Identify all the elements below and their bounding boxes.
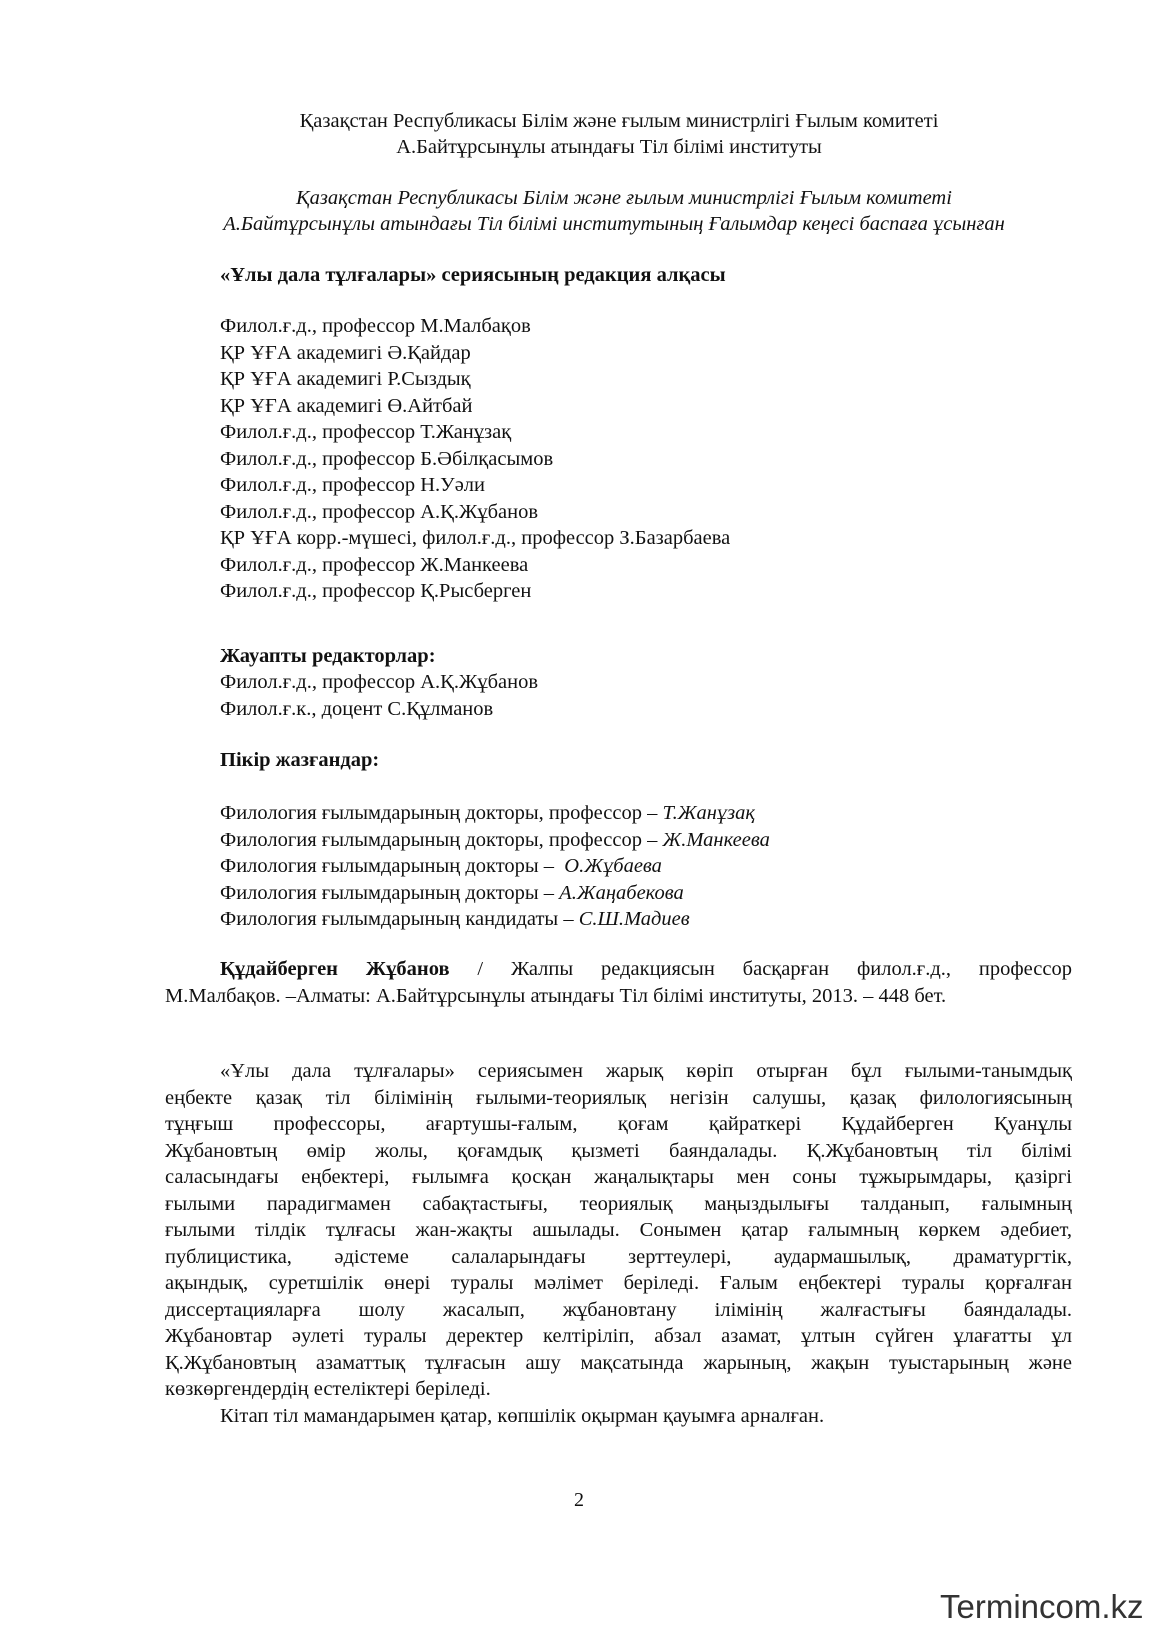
reviewer-item <box>220 906 1100 933</box>
citation-rest: / Жалпы редакциясын басқарған филол.ғ.д., профессор <box>449 958 1072 980</box>
board-member: ҚР ҰҒА академигі Ә.Қайдар <box>220 341 471 364</box>
recommendation-line-1: Қазақстан Республикасы Білім және ғылым министрлігі Ғылым комитеті <box>296 187 952 209</box>
board-member: Филол.ғ.д., профессор А.Қ.Жұбанов <box>220 500 539 523</box>
reviewer-item <box>220 827 1100 854</box>
annotation-line: ақындық, суретшілік өнері туралы мәлімет беріледі. Ғалым еңбектері туралы қорғалған <box>165 1272 1072 1294</box>
board-member: Филол.ғ.д., профессор М.Малбақов <box>220 315 531 337</box>
institute-line: А.Байтұрсынұлы атындағы Тіл білімі институты <box>396 136 822 158</box>
annotation-line: ғылыми парадигмамен сабақтастығы, теориялық маңыздылығы талданып, ғалымның <box>165 1192 1072 1215</box>
annotation-line: публицистика, әдістеме салаларындағы зерттеулері, аудармашылық, драматургтік, <box>165 1245 1072 1268</box>
recommendation-line-2: А.Байтұрсынұлы атындағы Тіл білімі институтының Ғалымдар кеңесі баспаға ұсынған <box>223 213 1005 235</box>
page-number: 2 <box>574 1489 584 1511</box>
editors-list <box>220 669 1100 722</box>
board-member: Филол.ғ.д., профессор Т.Жанұзақ <box>220 421 512 443</box>
annotation-closing: Кітап тіл мамандарымен қатар, көпшілік оқырман қауымға арналған. <box>220 1404 825 1427</box>
citation-line-1 <box>165 956 1072 983</box>
watermark-text: Termincom.kz <box>940 1588 1144 1625</box>
annotation-line: Жұбановтар әулеті туралы деректер келтіріліп, абзал азамат, ұлтын сүйген ұлағатты ұл <box>165 1325 1072 1347</box>
citation-line-2: М.Малбақов. –Алматы: А.Байтұрсынұлы атындағы Тіл білімі институты, 2013. – 448 бет. <box>165 984 947 1007</box>
reviewer-name: А.Жаңабекова <box>559 881 684 904</box>
annotation-line: «Ұлы дала тұлғалары» сериясымен жарық көріп отырған бұл ғылыми-танымдық <box>220 1060 1072 1082</box>
ministry-line: Қазақстан Республикасы Білім және ғылым министрлігі Ғылым комитеті <box>299 110 939 132</box>
editor-item: Филол.ғ.к., доцент С.Құлманов <box>220 697 494 720</box>
citation <box>165 956 1072 1009</box>
editors-heading: Жауапты редакторлар: <box>220 645 436 667</box>
board-member: Филол.ғ.д., профессор Б.Әбілқасымов <box>220 447 554 470</box>
editorial-board-list <box>220 313 1100 605</box>
reviewer-name: О.Жұбаева <box>564 855 662 877</box>
reviewer-name: Т.Жанұзақ <box>662 802 756 824</box>
reviewer-item <box>220 880 1100 907</box>
reviewer-title: Филология ғылымдарының кандидаты – <box>220 908 579 930</box>
annotation-line: Қ.Жұбановтың азаматтық тұлғасын ашу мақсатында жарының, жақын туыстарының және <box>165 1351 1072 1374</box>
reviewer-title: Филология ғылымдарының докторы, профессор – <box>220 828 663 851</box>
reviewer-title: Филология ғылымдарының докторы, профессор – <box>220 802 663 824</box>
annotation-line: саласындағы еңбектері, ғылымға қосқан жаңалықтары мен соны тұжырымдары, қазіргі <box>165 1166 1072 1188</box>
annotation-line: Жұбановтың өмір жолы, қоғамдық қызметі баяндалады. Қ.Жұбановтың тіл білімі <box>165 1139 1072 1162</box>
board-member: ҚР ҰҒА корр.-мүшесі, филол.ғ.д., профессор З.Базарбаева <box>220 527 731 549</box>
annotation-paragraph <box>165 1058 1072 1429</box>
editor-item: Филол.ғ.д., профессор А.Қ.Жұбанов <box>220 671 539 693</box>
annotation-line: тұңғыш профессоры, ағартушы-ғалым, қоғам қайраткері Құдайберген Қуанұлы <box>165 1113 1072 1135</box>
annotation-line: еңбекте қазақ тіл білімінің ғылыми-теориялық негізін салушы, қазақ филологиясының <box>165 1086 1072 1109</box>
citation-author: Құдайберген Жұбанов <box>220 958 450 980</box>
reviewer-title: Филология ғылымдарының докторы – <box>220 881 560 904</box>
annotation-line: көзкөргендердің естеліктері беріледі. <box>165 1378 491 1400</box>
annotation-line: ғылыми тілдік тұлғасы жан-жақты ашылады. Сонымен қатар ғалымның көркем әдебиет, <box>165 1219 1072 1241</box>
board-member: Филол.ғ.д., профессор Қ.Рысберген <box>220 580 532 602</box>
editorial-board-heading: «Ұлы дала тұлғалары» сериясының редакция алқасы <box>220 264 726 286</box>
board-member: Филол.ғ.д., профессор Ж.Манкеева <box>220 553 529 576</box>
board-member: Филол.ғ.д., профессор Н.Уәли <box>220 474 485 496</box>
reviewers-list <box>220 800 1100 933</box>
annotation-line: диссертацияларға шолу жасалып, жұбановтану ілімінің жалғастығы баяндалады. <box>165 1298 1072 1321</box>
reviewer-title: Филология ғылымдарының докторы – <box>220 855 565 877</box>
reviewer-item <box>220 800 1100 827</box>
board-member: ҚР ҰҒА академигі Р.Сыздық <box>220 368 471 390</box>
reviewers-heading: Пікір жазғандар: <box>220 749 380 771</box>
reviewer-item <box>220 853 1100 880</box>
board-member: ҚР ҰҒА академигі Ө.Айтбай <box>220 394 473 417</box>
reviewer-name: С.Ш.Мадиев <box>578 908 690 930</box>
reviewer-name: Ж.Манкеева <box>662 828 770 851</box>
termincom-watermark-logo <box>940 1585 1150 1629</box>
